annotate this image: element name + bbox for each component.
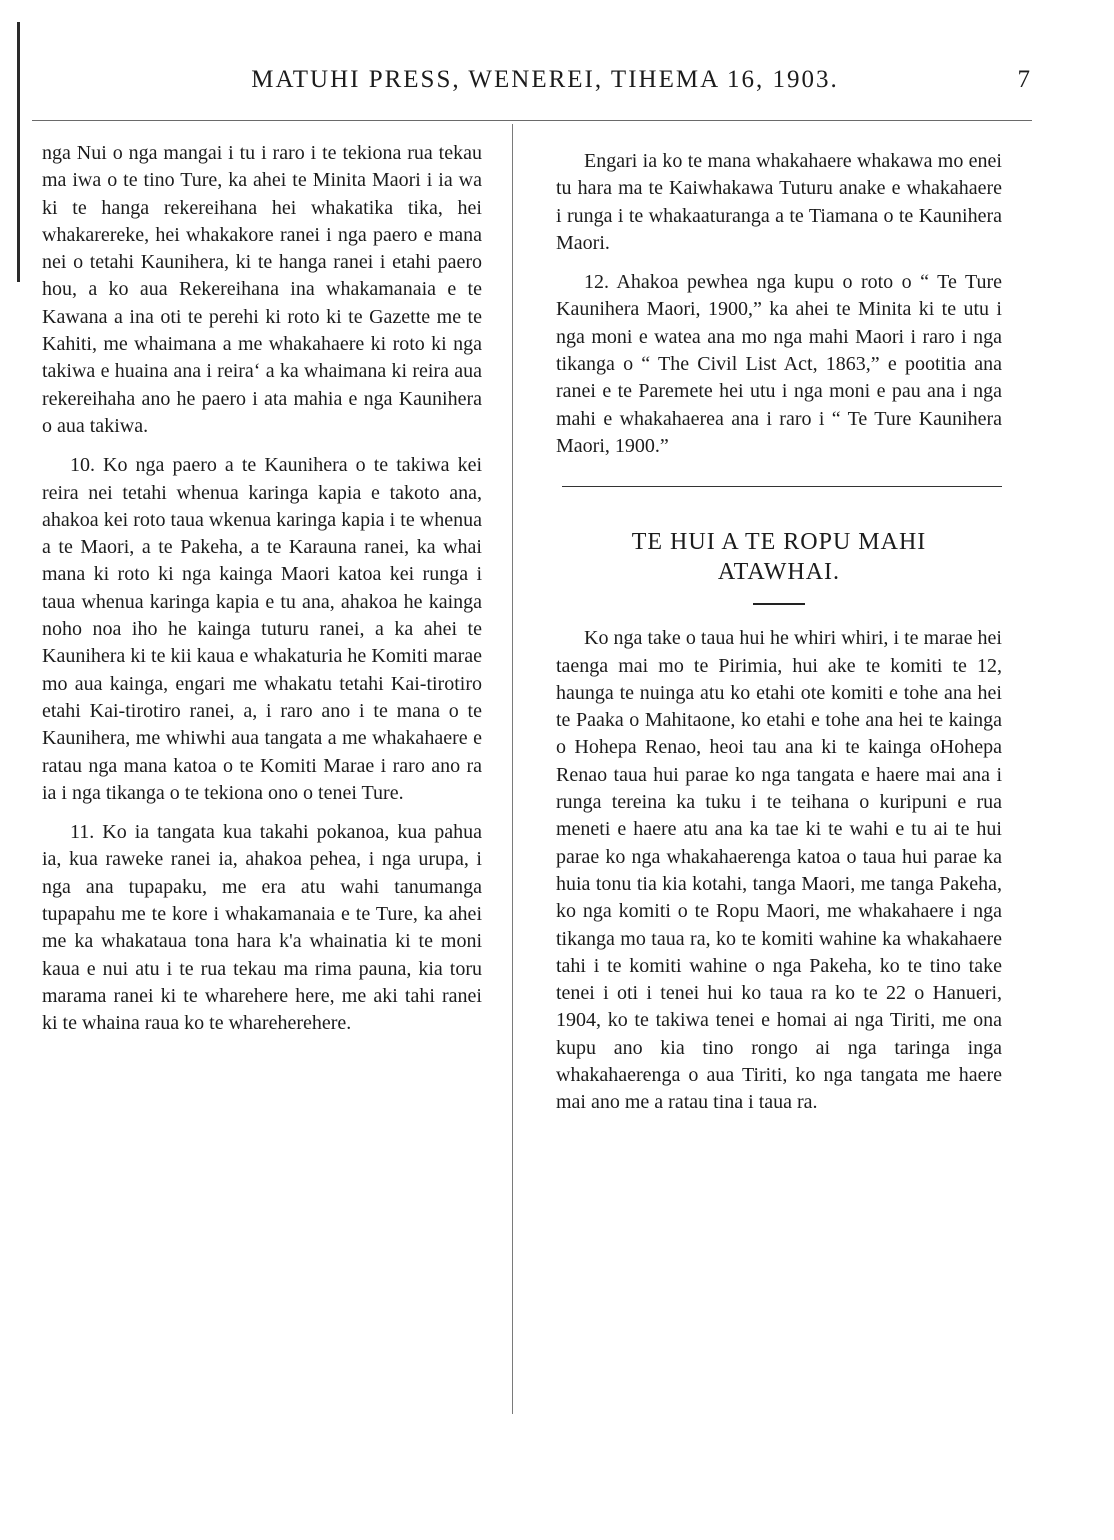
right-column	[556, 148, 1002, 1117]
paragraph-continued: nga Nui o nga mangai i tu i raro i te tekiona rua tekau ma iwa o te tino Ture, ka ahei te Minita Maori i ia wa ki te hanga rekereihana hei whakatika tika, hei whakarereke, hei whakakore ranei i nga paero e mana nei o tetahi Kaunihera, ki te hanga ranei i etahi paero hou, a ko aua Rekereihana ina whakamanaia e te Kawana a ina oti te perehi ki roto ki te Gazette me te Kahiti, me whaimana a me whakahaere ki roto ki nga takiwa e huaina ana i reira‘ a ka whaimana ki reira aua rekereihaha ano he paero i ata mahia e nga Kaunihera o aua takiwa.	[42, 142, 482, 437]
column-divider	[512, 124, 513, 1414]
page-header	[40, 66, 1030, 106]
header-rule	[32, 120, 1032, 121]
page-number: 7	[1017, 66, 1030, 93]
left-column	[42, 140, 482, 1038]
heading-underline-rule	[753, 603, 805, 605]
page-edge-rule	[17, 22, 20, 282]
section-divider-rule	[562, 486, 1002, 487]
paragraph-engari: Engari ia ko te mana whakahaere whakawa mo enei tu hara ma te Kaiwhakawa Tuturu anake e whakahaere i runga i te whakaaturanga a te Tiamana o te Kaunihera Maori.	[556, 150, 1002, 254]
paragraph-section-12: 12. Ahakoa pewhea nga kupu o roto o “ Te Ture Kaunihera Maori, 1900,” ka ahei te Minita ki te utu i nga moni e watea ana mo nga mahi Maori i raro i nga tikanga o “ The Civil List Act, 1863,” e pootitia ana ranei e te Paremete hei utu i nga moni e pau ana i nga mahi e whakahaerea ana i raro i “ Te Ture Kaunihera Maori, 1900.”	[556, 271, 1002, 457]
paragraph-section-10: 10. Ko nga paero a te Kaunihera o te takiwa kei reira nei tetahi whenua karinga kapia e takoto ana, ahakoa kei roto taua wkenua karinga kapia i te whenua a te Maori, a te Pakeha, a te Karauna ranei, ka whai mana ki roto ki nga kainga Maori katoa kei runga i taua whenua karinga kapia e tu ana, ahakoa he kainga noho noa iho he kainga tuturu ranei, a ka ahei te Kaunihera ki te kii kaua e whakaturia he Komiti marae mo aua kainga, engari me whakatu tetahi Kai-tirotiro etahi Kai-tirotiro ranei, a, i raro ano i te mana o te Kaunihera, me whiwhi aua tangata a me whakahaere e ratau nga mana katoa o te Komiti Marae i raro ano ra ia i nga tikanga o te tekiona ono o tenei Ture.	[42, 454, 482, 804]
section-heading: TE HUI A TE ROPU MAHI ATAWHAI.	[631, 529, 927, 586]
paragraph-section-11: 11. Ko ia tangata kua takahi pokanoa, kua pahua ia, kua raweke ranei ia, ahakoa pehea, i nga urupa, i nga ana tupapaku, me era atu wahi tanumanga tupapahu me te kore i whakamanaia e te Ture, ka ahei me ka whakataua tona hara k'a whainatia ki te moni kaua e nui atu i te rua tekau ma rima pauna, kia toru marama ranei ki te wharehere here, me aki tahi ranei ki te whaina raua ko te wharehereherе.	[42, 821, 482, 1035]
paragraph-hui-report: Ko nga take o taua hui he whiri whiri, i te marae hei taenga mai mo te Pirimia, hui ake te komiti te 12, haunga te nuinga atu ko etahi ote komiti e tohe ana hei te Paaka o Mahitaone, ko etahi e tohe ana hei te kainga o Hohepa Renao, heoi tau ana ki te kainga oHohepa Renao taua hui parae ko nga tangata e haere mai ana i runga tereina ka tuku i te teihana o kuripuni e rua meneti e haere atu ana ka tae ki te wahi e tu ai te hui parae ko nga whakahaerenga katoa o taua hui parae ka huia tonu tia kia kotahi, tanga Maori, me tanga Pakeha, ko nga komiti o te Ropu Maori, me whakahaere i nga tikanga mo taua ra, ko te komiti wahine ka whakahaere tahi i te komiti wahine o nga Pakeha, ko te tino take tenei i oti i tenei hui ko taua ra ko te 22 o Hanueri, 1904, ko te takiwa tenei e homai ai nga Tiriti, me ona kupu ano kia tino rongo ai nga taringa inga whakahaerenga o aua Tiriti, ko nga tangata me haere mai ano me a ratau tina i taua ra.	[556, 627, 1002, 1114]
header-title: MATUHI PRESS, WENEREI, TIHEMA 16, 1903.	[251, 66, 839, 93]
